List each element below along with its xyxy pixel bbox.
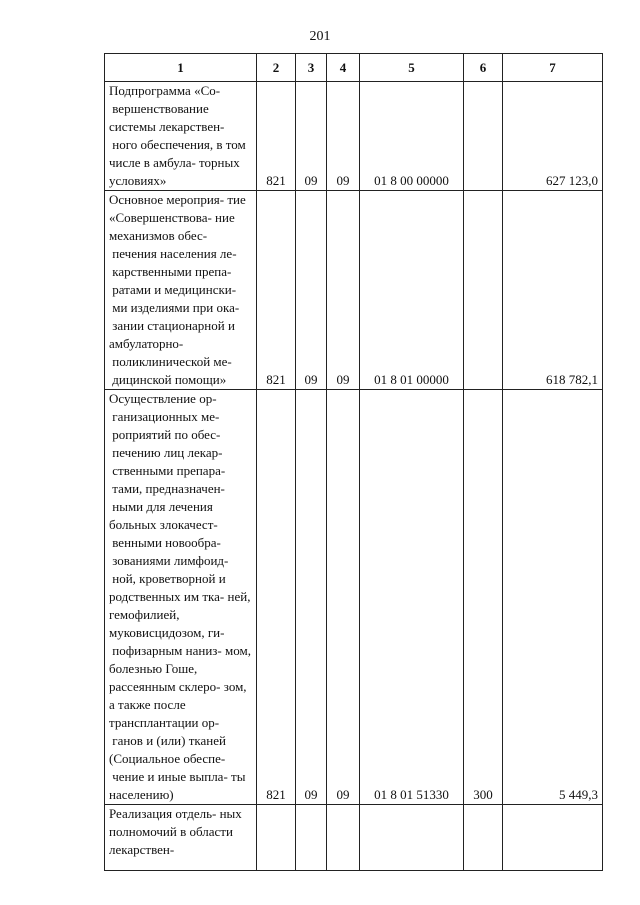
table-row bbox=[105, 805, 603, 871]
subsection-code: 09 bbox=[327, 390, 360, 805]
amount: 627 123,0 bbox=[503, 82, 603, 191]
target-article-code: 01 8 01 51330 bbox=[360, 390, 464, 805]
target-article-code: 01 8 00 00000 bbox=[360, 82, 464, 191]
section-code: 09 bbox=[296, 191, 327, 390]
section-code: 09 bbox=[296, 82, 327, 191]
ved-code: 821 bbox=[257, 191, 296, 390]
expense-type-code bbox=[464, 805, 503, 871]
subsection-code bbox=[327, 805, 360, 871]
target-article-code: 01 8 01 00000 bbox=[360, 191, 464, 390]
amount: 5 449,3 bbox=[503, 390, 603, 805]
amount: 618 782,1 bbox=[503, 191, 603, 390]
expense-type-code bbox=[464, 82, 503, 191]
column-header: 1 bbox=[105, 54, 257, 82]
table-row bbox=[105, 390, 603, 805]
column-header: 3 bbox=[296, 54, 327, 82]
subsection-code: 09 bbox=[327, 191, 360, 390]
item-name: Осуществление ор- ганизационных ме- роприятий по обес- печению лиц лекар- ственными препара- тами, предназначен- ными для лечения больных злокачест- венными новообра- зованиями лимфоид- ной, кроветворной и родственных им тка- ней, гемофилией, муковисцидозом, ги- пофизарным наниз- мом, болезнью Гоше, рассеянным склеро- зом, а также после трансплантации ор- ганов и (или) тканей (Социальное обеспе- чение и иные выпла- ты населению) bbox=[105, 390, 257, 805]
subsection-code: 09 bbox=[327, 82, 360, 191]
column-header: 2 bbox=[257, 54, 296, 82]
table-header-row bbox=[105, 54, 603, 82]
item-name: Подпрограмма «Со- вершенствование системы лекарствен- ного обеспечения, в том числе в амбула- торных условиях» bbox=[105, 82, 257, 191]
column-header: 7 bbox=[503, 54, 603, 82]
item-name: Основное мероприя- тие «Совершенствова- ние механизмов обес- печения населения ле- карственными препа- ратами и медицински- ми изделиями при ока- зании стационарной и амбулаторно- поликлинической ме- дицинской помощи» bbox=[105, 191, 257, 390]
budget-table bbox=[104, 53, 603, 871]
expense-type-code: 300 bbox=[464, 390, 503, 805]
item-name: Реализация отдель- ных полномочий в области лекарствен- bbox=[105, 805, 257, 871]
ved-code: 821 bbox=[257, 390, 296, 805]
page-number: 201 bbox=[309, 29, 331, 44]
ved-code bbox=[257, 805, 296, 871]
column-header: 5 bbox=[360, 54, 464, 82]
table-row bbox=[105, 191, 603, 390]
section-code bbox=[296, 805, 327, 871]
table-row bbox=[105, 82, 603, 191]
column-header: 6 bbox=[464, 54, 503, 82]
section-code: 09 bbox=[296, 390, 327, 805]
expense-type-code bbox=[464, 191, 503, 390]
target-article-code bbox=[360, 805, 464, 871]
ved-code: 821 bbox=[257, 82, 296, 191]
column-header: 4 bbox=[327, 54, 360, 82]
amount bbox=[503, 805, 603, 871]
